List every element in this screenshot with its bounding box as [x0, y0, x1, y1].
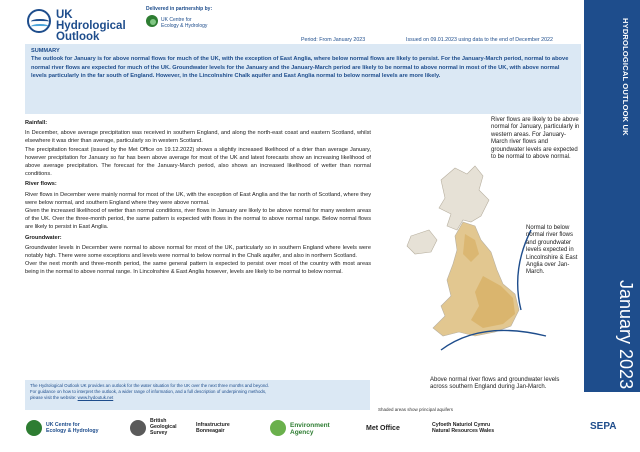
environment-agency-logo-icon	[270, 420, 286, 436]
nrw-logo-text	[432, 422, 494, 434]
header	[0, 0, 605, 43]
callout-west: River flows are likely to be above normal for January, particularly in western areas. For January-March river flows and groundwater levels are expected to be normal to above normal.	[491, 117, 580, 161]
bgs-logo-text	[150, 418, 177, 436]
ea-line-2: Agency	[290, 429, 314, 436]
brand-line-2: Outlook	[56, 31, 100, 43]
partner-label: Delivered in partnership by:	[146, 6, 213, 12]
footer-line-1: The Hydrological Outlook UK provides an outlook for the water situation for the UK over the next three months and beyond.	[30, 383, 269, 388]
dfi-line-2: Bonneagair	[196, 428, 225, 434]
dfi-line-1: Infrastructure	[196, 422, 230, 428]
callout-line-south	[441, 330, 546, 350]
summary-title: SUMMARY	[31, 48, 60, 54]
issued-text: Issued on 09.01.2023 using data to the end of December 2022	[406, 37, 553, 43]
partner-name-line-2: Ecology & Hydrology	[161, 23, 208, 29]
ukceh-line-2: Ecology & Hydrology	[46, 428, 99, 434]
ukceh-leaf-inner-icon	[150, 19, 156, 25]
dfi-logo-text	[196, 422, 230, 434]
callout-east-anglia: Normal to below normal river flows and groundwater levels expected in Lincolnshire & East Anglia over Jan-March.	[526, 225, 578, 276]
groundwater-paragraph-1: Groundwater levels in December were normal to above normal for most of the UK, particularly so in southern England where levels were notably high. There were some exceptions and levels were normal to below normal in the Chalk aquifer, and also in northern Scotland.	[25, 244, 371, 260]
brand-title	[56, 10, 136, 43]
environment-agency-logo-text	[290, 422, 330, 436]
groundwater-heading: Groundwater:	[25, 234, 62, 241]
met-office-logo: Met Office	[366, 425, 400, 432]
nrw-line-2: Natural Resources Wales	[432, 428, 495, 434]
bgs-line-1: British	[150, 418, 167, 424]
groundwater-paragraph-2: Over the next month and three-month period, the same general pattern is expected to persist over most of the country with most areas being in the normal to above normal range. In Lincolnshire & East Anglia however, levels are likely to be normal to below normal.	[25, 261, 371, 276]
ukceh-logo-text	[46, 422, 98, 434]
brand-line-1: UK Hydrological	[56, 9, 126, 32]
period-text: Period: From January 2023	[301, 37, 366, 43]
map-caption: Shaded areas show principal aquifers	[378, 407, 454, 412]
river-flows-heading: River flows:	[25, 181, 57, 188]
summary-text: The outlook for January is for above normal flows for much of the UK, with the exception of East Anglia, where below normal flows are likely to persist. For the January-March period, normal to above normal river flows are expected for much of the UK. Groundwater levels for the January and the January-March period are likely to be normal to above normal in most of the UK, with above normal levels particularly in the far south of England. However, in the Lincolnshire Chalk aquifer and East Anglia normal to below normal levels are more likely.	[31, 56, 569, 80]
partner-name	[161, 17, 211, 29]
map-scotland	[439, 166, 489, 230]
uk-hydrological-outlook-logo-icon	[27, 9, 51, 33]
sidebar-month: January 2023	[616, 280, 636, 390]
bgs-line-2: Geological	[150, 424, 177, 430]
nrw-line-1: Cyfoeth Naturiol Cymru	[432, 422, 491, 428]
ukceh-logo-icon	[26, 420, 42, 436]
main-text	[25, 117, 371, 379]
footer-info-box	[25, 380, 370, 410]
rainfall-heading: Rainfall:	[25, 120, 48, 126]
map-northern-ireland	[407, 230, 437, 254]
footer-line-3-text: please visit the website:	[30, 395, 77, 400]
bgs-line-3: Survey	[150, 430, 168, 436]
ukceh-line-1: UK Centre for	[46, 422, 80, 428]
rainfall-paragraph-1: In December, above average precipitation was received in southern England, and along the north-east coast and eastern Scotland, whilst elsewhere it was drier than average, particularly so in western Scotland.	[25, 130, 371, 145]
river-flows-paragraph-1: River flows in December were mainly normal for most of the UK, with the exception of East Anglia and the far north of Scotland, where they were below normal, and southern England where they were above normal.	[25, 191, 371, 206]
partner-name-line-1: UK Centre for	[161, 17, 192, 23]
river-flows-paragraph-2: Given the increased likelihood of wetter than normal conditions, river flows in January are likely to be above normal for many western areas of the UK. Over the three-month period, the same pattern is expected with flows in the normal to above normal range. Below normal flows are likely to persist in East Anglia.	[25, 208, 371, 231]
partner-logos	[0, 412, 640, 452]
footer-line-3	[30, 395, 365, 401]
sepa-logo: SEPA	[590, 421, 617, 432]
footer-line-2: For guidance on how to interpret the outlook, a wider range of information, and a full description of underpinning methods,	[30, 389, 267, 394]
bgs-logo-icon	[130, 420, 146, 436]
sidebar-brand: HYDROLOGICAL OUTLOOK UK	[621, 18, 630, 136]
footer-website-link[interactable]: www.hydoutuk.net	[77, 395, 114, 400]
summary-box	[25, 44, 581, 114]
ea-line-1: Environment	[290, 422, 330, 429]
rainfall-paragraph-2: The precipitation forecast (issued by the Met Office on 19.12.2022) shows a slightly increased likelihood of a drier than average January, however precipitation for January so far has been above average for most of the UK and latest forecasts show an increasing likelihood of above average precipitation. The forecast for the January-March period, also shows an increased likelihood of wetter than normal conditions.	[25, 146, 371, 178]
callout-south: Above normal river flows and groundwater levels across southern England during Jan-March.	[430, 377, 560, 391]
